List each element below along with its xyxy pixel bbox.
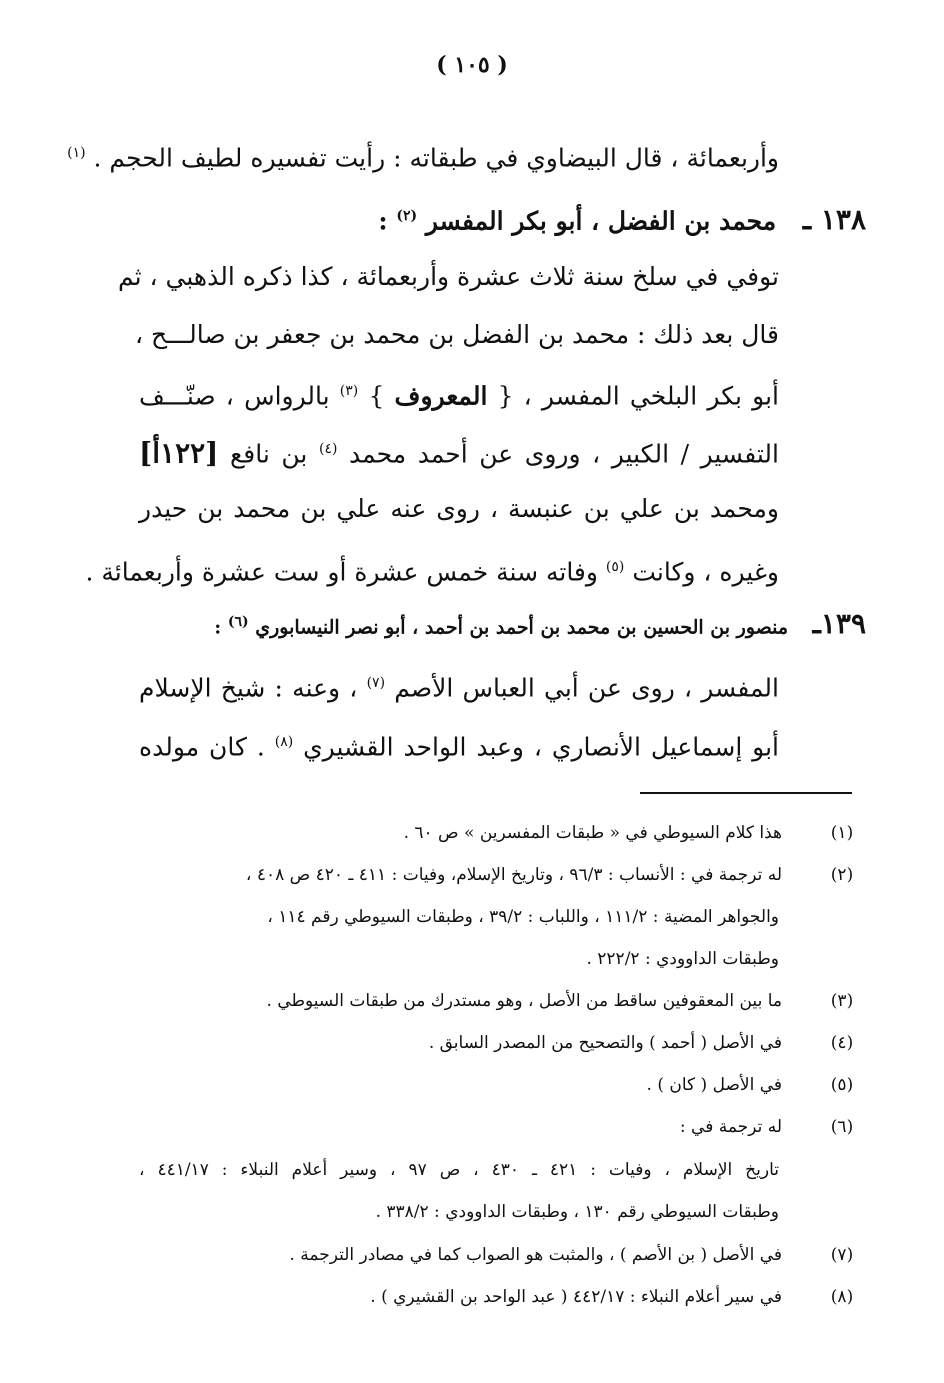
entry-heading-139: ١٣٩ـ منصور بن الحسين بن محمد بن أحمد بن أحمد ، أبو نصر النيسابوري $^{(٦)}$ : xyxy=(146,600,866,644)
bracketed-insertion: المعروف xyxy=(394,381,488,411)
footnote-2-continuation-2: وطبقات الداوودي : ٢٢٢/٢ . xyxy=(586,949,779,969)
footnote-ref-5[interactable]: (٥) xyxy=(605,559,625,575)
footnote-ref-4[interactable]: (٤) xyxy=(318,441,338,457)
footnote-ref-2[interactable]: (٢) xyxy=(396,208,418,224)
body-line-3: توفي في سلخ سنة ثلاث عشرة وأربعمائة ، كذا ذكره الذهبي ، ثم xyxy=(117,262,779,291)
footnote-number: (٦) xyxy=(830,1117,854,1137)
entry-number-139: ١٣٩ـ xyxy=(812,607,866,641)
body-line-5: أبو بكر البلخي المفسر ، { المعروف } $^{(٣)}$ بالرواس ، صنّـــف xyxy=(139,381,779,411)
footnote-ref-8[interactable]: (٨) xyxy=(274,734,294,750)
footnote-6-continuation-2: وطبقات السيوطي رقم ١٣٠ ، وطبقات الداوودي : ٣٣٨/٢ . xyxy=(375,1202,779,1222)
footnote-number: (٤) xyxy=(830,1033,854,1053)
footnote-text: ما بين المعقوفين ساقط من الأصل ، وهو مستدرك من طبقات السيوطي . xyxy=(266,991,782,1011)
footnote-2-continuation-1: والجواهر المضية : ١١١/٢ ، واللباب : ٣٩/٢ ، وطبقات السيوطي رقم ١١٤ ، xyxy=(267,907,779,927)
body-line-1: وأربعمائة ، قال البيضاوي في طبقاته : رأيت تفسيره لطيف الحجم . $^{(١)}$ xyxy=(67,143,779,173)
footnote-ref-3[interactable]: (٣) xyxy=(339,383,359,399)
footnote-6-continuation-1: تاريخ الإسلام ، وفيات : ٤٢١ ـ ٤٣٠ ، ص ٩٧ ، وسير أعلام النبلاء : ٤٤١/١٧ ، xyxy=(139,1160,779,1180)
manuscript-folio-ref: [١٢٢أ] xyxy=(139,436,219,470)
footnote-ref-6[interactable]: (٦) xyxy=(227,614,249,630)
footnote-7 xyxy=(162,1240,862,1270)
footnote-ref-1[interactable]: (١) xyxy=(67,145,86,161)
body-line-7: ومحمد بن علي بن عنبسة ، روى عنه علي بن محمد بن حيدر xyxy=(139,494,779,523)
body-line-11: أبو إسماعيل الأنصاري ، وعبد الواحد القشيري $^{(٨)}$ . كان مولده xyxy=(139,732,779,762)
entry-name-138: محمد بن الفضل ، أبو بكر المفسر xyxy=(425,206,777,236)
page-number: ( ١٠٥ ) xyxy=(436,52,508,78)
footnote-number: (٧) xyxy=(830,1245,854,1265)
footnote-number: (٥) xyxy=(830,1075,854,1095)
footnote-5 xyxy=(162,1070,862,1100)
footnote-text: له ترجمة في : الأنساب : ٩٦/٣ ، وتاريخ الإسلام، وفيات : ٤١١ ـ ٤٢٠ ص ٤٠٨ ، xyxy=(245,865,782,885)
footnote-8 xyxy=(162,1282,862,1312)
footnote-6 xyxy=(162,1112,862,1142)
body-line-8: وغيره ، وكانت $^{(٥)}$ وفاته سنة خمس عشرة أو ست عشرة وأربعمائة . xyxy=(85,557,779,587)
footnote-3 xyxy=(162,986,862,1016)
footnote-text: في الأصل ( بن الأصم ) ، والمثبت هو الصواب كما في مصادر الترجمة . xyxy=(289,1245,782,1265)
footnote-2 xyxy=(162,860,862,890)
footnote-number: (١) xyxy=(830,823,854,843)
body-line-6: التفسير / الكبير ، وروى عن أحمد محمد $^{(٤)}$ بن نافع [١٢٢أ] xyxy=(139,436,779,470)
footnote-separator xyxy=(640,792,852,794)
footnote-1 xyxy=(162,818,862,848)
footnote-number: (٣) xyxy=(830,991,854,1011)
footnote-text: في الأصل ( أحمد ) والتصحيح من المصدر السابق . xyxy=(428,1033,782,1053)
footnote-text: في الأصل ( كان ) . xyxy=(646,1075,782,1095)
footnote-text: له ترجمة في : xyxy=(679,1117,782,1137)
footnote-number: (٨) xyxy=(830,1287,854,1307)
entry-heading-138: ١٣٨ ـ محمد بن الفضل ، أبو بكر المفسر $^{(٢)}$ : xyxy=(146,194,866,238)
footnote-4 xyxy=(162,1028,862,1058)
footnote-ref-7[interactable]: (٧) xyxy=(366,675,386,691)
body-line-10: المفسر ، روى عن أبي العباس الأصم $^{(٧)}$ ، وعنه : شيخ الإسلام xyxy=(139,673,779,703)
entry-number-138: ١٣٨ ـ xyxy=(802,203,866,237)
footnote-text: هذا كلام السيوطي في « طبقات المفسرين » ص ٦٠ . xyxy=(403,823,782,843)
footnote-number: (٢) xyxy=(830,865,854,885)
entry-name-139: منصور بن الحسين بن محمد بن أحمد بن أحمد ، أبو نصر النيسابوري xyxy=(255,616,789,639)
body-line-4: قال بعد ذلك : محمد بن الفضل بن محمد بن جعفر بن صالـــح ، xyxy=(134,320,779,349)
footnote-text: في سير أعلام النبلاء : ٤٤٢/١٧ ( عبد الواحد بن القشيري ) . xyxy=(370,1287,782,1307)
